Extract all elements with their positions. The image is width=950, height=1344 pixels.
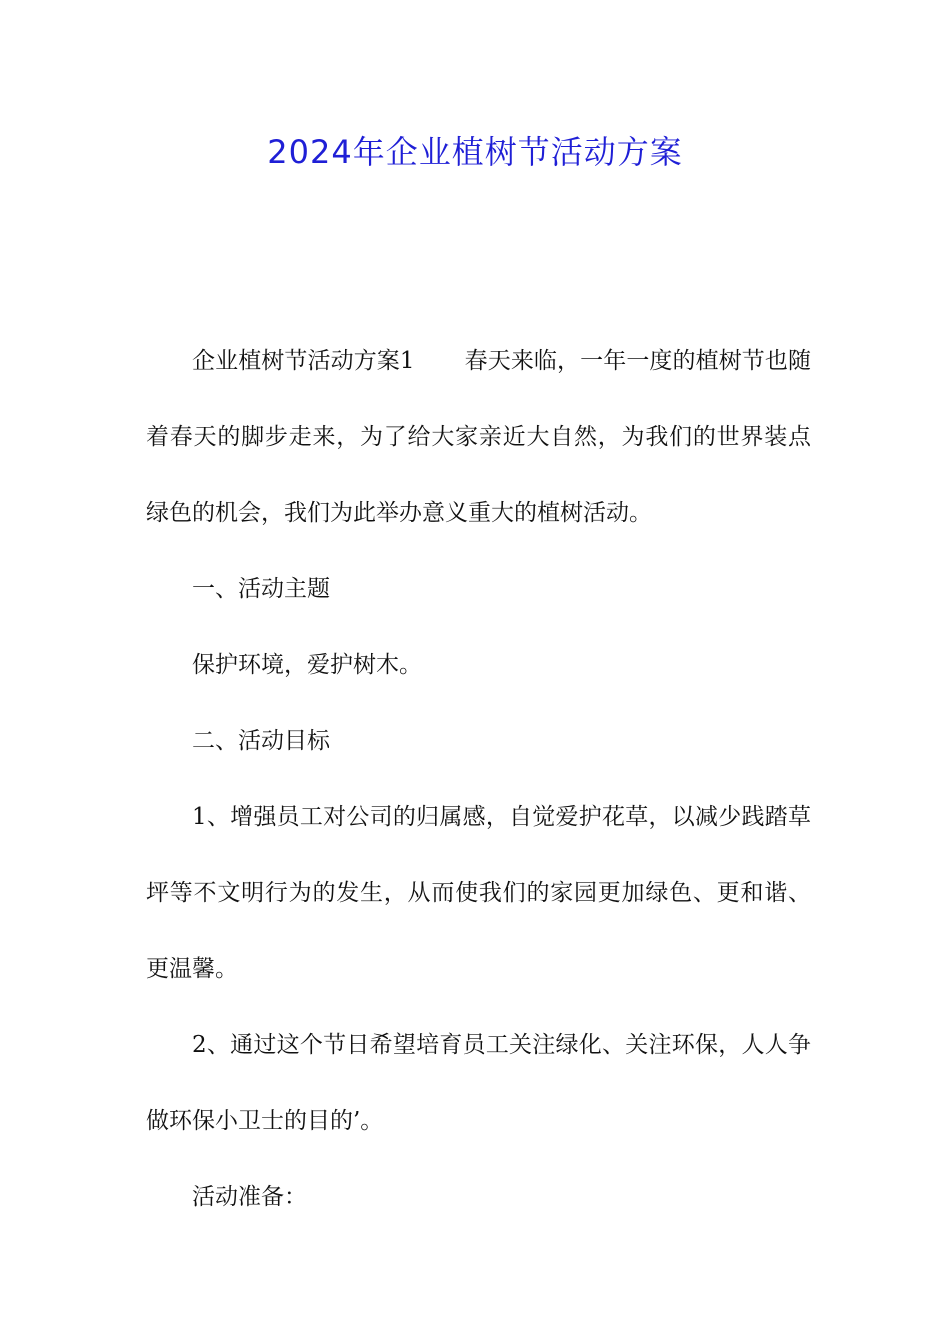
- paragraph-goal-1: 1、增强员工对公司的归属感，自觉爱护花草，以减少践踏草坪等不文明行为的发生，从而使我们的家园更加绿色、更和谐、更温馨。: [146, 804, 811, 982]
- plan-heading: 企业植树节活动方案1: [192, 348, 415, 374]
- intro-text: 春天来临，一年一度的植树节也随着春天的脚步走来，为了给大家亲近大自然，为我们的世界装点绿色的机会，我们为此举办意义重大的植树活动。: [146, 348, 812, 526]
- section-heading-preparation: 活动准备：: [192, 1184, 307, 1210]
- document-title: 2024年企业植树节活动方案: [267, 133, 683, 171]
- paragraph-theme: 保护环境，爱护树木。: [192, 652, 422, 678]
- paragraph-intro: [146, 323, 811, 551]
- section-heading-theme: 一、活动主题: [192, 576, 330, 602]
- paragraph-goal-2: 2、通过这个节日希望培育员工关注绿化、关注环保，人人争做环保小卫士的目的’。: [146, 1032, 811, 1134]
- section-heading-goals: 二、活动目标: [192, 728, 330, 754]
- document-body: [146, 323, 811, 1235]
